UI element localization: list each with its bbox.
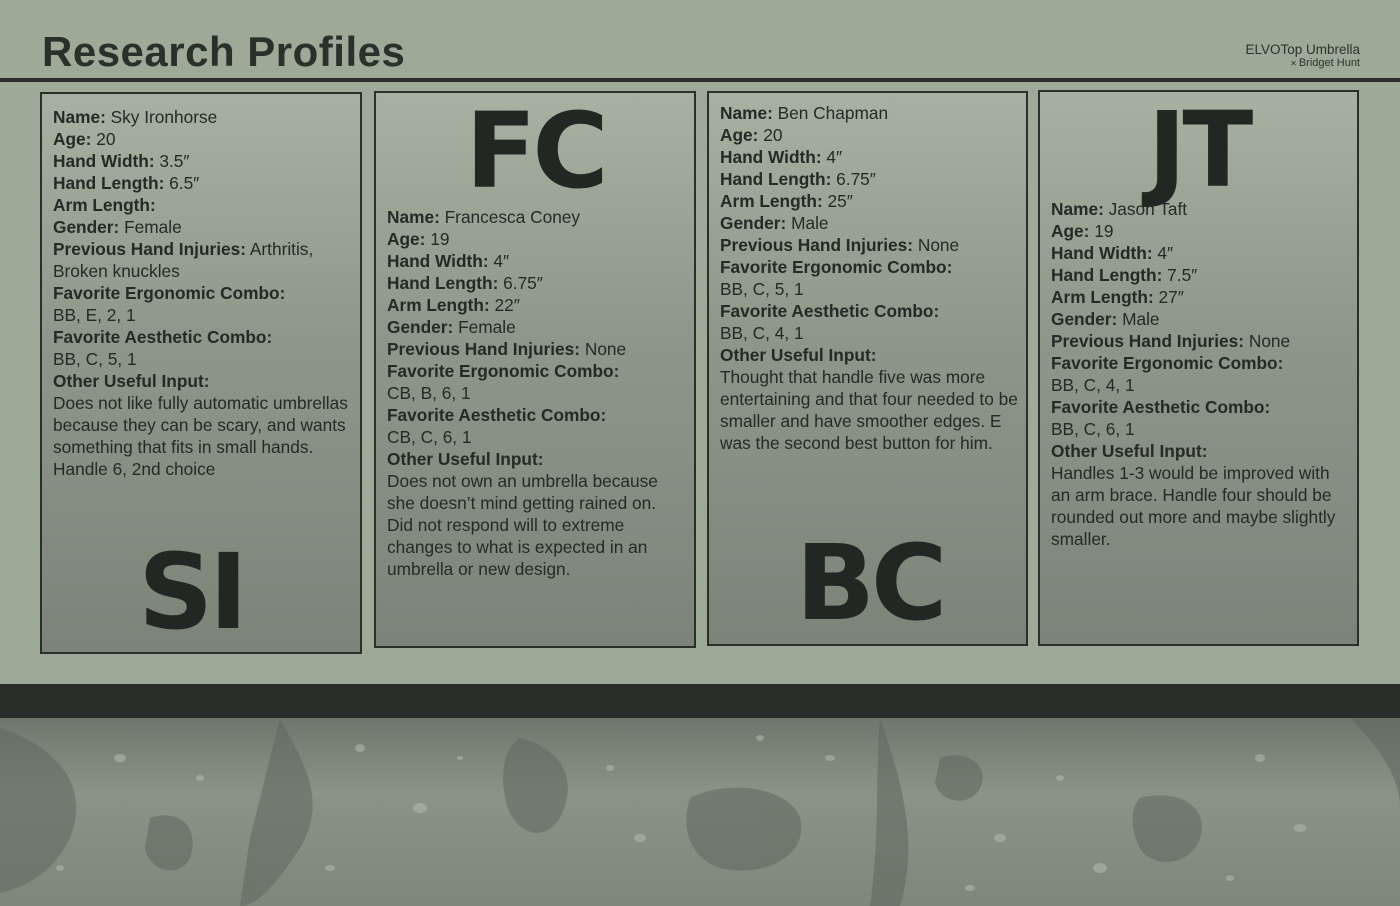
field-other-input-label: Other Useful Input: <box>53 371 210 391</box>
header-rule <box>0 78 1400 82</box>
field-aesthetic-combo-value: BB, C, 6, 1 <box>1051 419 1135 439</box>
field-other-input-value: Handles 1-3 would be improved with an arm brace. Handle four should be rounded out more and maybe slightly smaller. <box>1051 463 1336 549</box>
author-name: Bridget Hunt <box>1298 57 1360 69</box>
field-aesthetic-combo-value: CB, C, 6, 1 <box>387 427 472 447</box>
field-other-input-label: Other Useful Input: <box>1051 441 1208 461</box>
profile-fields <box>53 106 352 480</box>
field-arm-length: Arm Length: 27″ <box>1051 287 1184 307</box>
field-ergonomic-combo-label: Favorite Ergonomic Combo: <box>720 257 953 277</box>
field-gender: Gender: Female <box>387 317 516 337</box>
profile-fields <box>1051 198 1349 550</box>
field-hand-injuries: Previous Hand Injuries: None <box>1051 331 1291 351</box>
raindrop-photo <box>0 718 1400 906</box>
field-age: Age: 19 <box>1051 221 1114 241</box>
field-ergonomic-combo-label: Favorite Ergonomic Combo: <box>387 361 620 381</box>
field-ergonomic-combo-value: CB, B, 6, 1 <box>387 383 471 403</box>
field-ergonomic-combo-value: BB, E, 2, 1 <box>53 305 136 325</box>
field-name: Name: Francesca Coney <box>387 207 581 227</box>
field-aesthetic-combo-value: BB, C, 4, 1 <box>720 323 804 343</box>
field-gender: Gender: Female <box>53 217 182 237</box>
profile-initials: JT <box>1147 90 1250 211</box>
field-hand-width: Hand Width: 4″ <box>1051 243 1174 263</box>
profile-card-si <box>40 92 362 654</box>
profile-fields <box>387 206 686 580</box>
field-aesthetic-combo-label: Favorite Aesthetic Combo: <box>387 405 607 425</box>
field-name: Name: Jason Taft <box>1051 199 1188 219</box>
field-age: Age: 20 <box>53 129 116 149</box>
field-other-input-value: Does not like fully automatic umbrellas because they can be scary, and wants something that fits in small hands. Handle 6, 2nd choice <box>53 393 348 479</box>
field-other-input-value: Does not own an umbrella because she doesn’t mind getting rained on. Did not respond will to extreme changes to what is expected in an umbrella or new design. <box>387 471 658 579</box>
field-other-input-label: Other Useful Input: <box>387 449 544 469</box>
field-aesthetic-combo-label: Favorite Aesthetic Combo: <box>720 301 940 321</box>
profile-card-bc <box>707 91 1028 646</box>
field-aesthetic-combo-label: Favorite Aesthetic Combo: <box>53 327 273 347</box>
field-hand-length: Hand Length: 6.5″ <box>53 173 200 193</box>
author-mark-icon: ✕ <box>1290 59 1297 68</box>
field-ergonomic-combo-value: BB, C, 4, 1 <box>1051 375 1135 395</box>
field-ergonomic-combo-label: Favorite Ergonomic Combo: <box>53 283 286 303</box>
profile-fields <box>720 102 1018 454</box>
field-arm-length: Arm Length: 22″ <box>387 295 520 315</box>
field-aesthetic-combo-label: Favorite Aesthetic Combo: <box>1051 397 1271 417</box>
profile-initials: BC <box>795 522 944 644</box>
field-hand-injuries: Previous Hand Injuries: None <box>720 235 960 255</box>
profile-card-fc <box>374 91 696 648</box>
field-arm-length: Arm Length: <box>53 195 156 215</box>
field-other-input-value: Thought that handle five was more entertaining and that four needed to be smaller and have smoother edges. E was the second best button for him. <box>720 367 1018 453</box>
raindrops-image <box>0 718 1400 906</box>
field-other-input-label: Other Useful Input: <box>720 345 877 365</box>
field-name: Name: Sky Ironhorse <box>53 107 218 127</box>
brand-block <box>1245 42 1360 69</box>
field-gender: Gender: Male <box>1051 309 1160 329</box>
field-hand-width: Hand Width: 4″ <box>387 251 510 271</box>
field-ergonomic-combo-value: BB, C, 5, 1 <box>720 279 804 299</box>
dark-band <box>0 684 1400 718</box>
field-hand-length: Hand Length: 6.75″ <box>720 169 876 189</box>
field-hand-width: Hand Width: 3.5″ <box>53 151 190 171</box>
field-hand-injuries: Previous Hand Injuries: None <box>387 339 627 359</box>
profile-card-jt <box>1038 90 1359 646</box>
profile-initials: FC <box>465 91 605 212</box>
field-hand-width: Hand Width: 4″ <box>720 147 843 167</box>
profile-initials: SI <box>138 531 244 653</box>
field-aesthetic-combo-value: BB, C, 5, 1 <box>53 349 137 369</box>
field-name: Name: Ben Chapman <box>720 103 889 123</box>
field-arm-length: Arm Length: 25″ <box>720 191 853 211</box>
field-age: Age: 19 <box>387 229 450 249</box>
field-hand-length: Hand Length: 6.75″ <box>387 273 543 293</box>
field-ergonomic-combo-label: Favorite Ergonomic Combo: <box>1051 353 1284 373</box>
field-gender: Gender: Male <box>720 213 829 233</box>
field-age: Age: 20 <box>720 125 783 145</box>
author-line <box>1245 57 1360 69</box>
page-title: Research Profiles <box>42 28 406 75</box>
field-hand-injuries: Previous Hand Injuries: Arthritis, Broken knuckles <box>53 239 314 281</box>
project-name: ELVOTop Umbrella <box>1245 42 1360 57</box>
field-hand-length: Hand Length: 7.5″ <box>1051 265 1198 285</box>
